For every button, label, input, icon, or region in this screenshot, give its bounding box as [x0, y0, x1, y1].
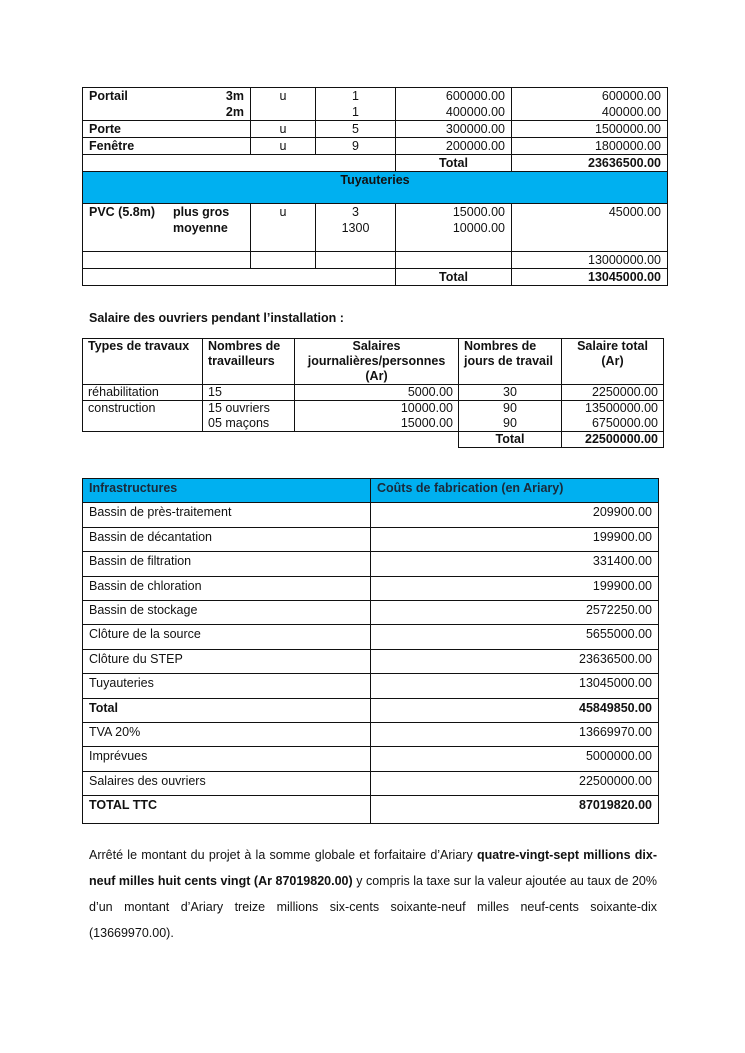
designation-cell: Porte [83, 121, 251, 138]
empty-cell [251, 252, 316, 269]
daily-value: 15000.00 [400, 416, 453, 430]
table-row [83, 252, 668, 269]
daily-value: 10000.00 [400, 401, 453, 415]
unit-cell: u [251, 88, 316, 121]
amount-cell: 13000000.00 [512, 252, 668, 269]
value-cell: 331400.00 [371, 552, 659, 576]
designation-cell [83, 88, 251, 121]
qty-cell: 9 [316, 138, 396, 155]
daily-cell [295, 401, 459, 432]
amount-cell: 1800000.00 [512, 138, 668, 155]
total-value: 13045000.00 [512, 269, 668, 286]
qty-cell: 5 [316, 121, 396, 138]
paragraph-text: y compris la taxe sur la valeur ajoutée au taux de 20% d’un montant d’Ariary treize millions six-cents soixante-neuf milles neuf-cents soixante-dix (13669970.00). [89, 874, 658, 940]
section-header-tuyauteries: Tuyauteries [83, 172, 668, 204]
total-row [83, 155, 668, 172]
table-row [83, 385, 664, 401]
table-row [83, 401, 664, 432]
empty-cell [396, 252, 512, 269]
total-value: 6750000.00 [591, 416, 658, 430]
total-cell [562, 401, 664, 432]
amount-value: 600000.00 [601, 89, 661, 103]
table-row [83, 204, 668, 252]
table-row [83, 674, 659, 698]
header-cell: Types de travaux [83, 339, 203, 385]
table-row [83, 88, 668, 121]
daily-cell: 5000.00 [295, 385, 459, 401]
amount-cell: 45000.00 [512, 204, 668, 252]
label-cell: Bassin de chloration [83, 576, 371, 600]
header-cell: Coûts de fabrication (en Ariary) [371, 479, 659, 503]
total-row [83, 432, 664, 448]
closing-paragraph [89, 842, 657, 946]
type-cell: réhabilitation [83, 385, 203, 401]
size-label: 3m [225, 89, 244, 103]
workers-cell: 15 [203, 385, 295, 401]
label-cell: Tuyauteries [83, 674, 371, 698]
label-cell: Bassin de près-traitement [83, 503, 371, 527]
days-cell [459, 401, 562, 432]
value-cell: 13045000.00 [371, 674, 659, 698]
table-row [83, 747, 659, 771]
days-value: 90 [503, 401, 517, 415]
size-label: 2m [225, 105, 244, 119]
paragraph-amount-bold: quatre-vingt-sept millions dix-neuf milles huit cents vingt (Ar 87019820.00) [89, 848, 657, 888]
value-cell: 209900.00 [371, 503, 659, 527]
label-cell: TVA 20% [83, 722, 371, 746]
table-row [83, 552, 659, 576]
qty-value: 1300 [341, 221, 370, 235]
label-cell: Bassin de stockage [83, 600, 371, 624]
empty-cell [83, 269, 396, 286]
qty-value: 3 [352, 205, 359, 219]
grand-total-row [83, 796, 659, 824]
table-row [83, 121, 668, 138]
total-row [83, 269, 668, 286]
cost-table-menuiserie [82, 87, 668, 286]
item-label: Portail [89, 89, 128, 103]
value-cell: 5000000.00 [371, 747, 659, 771]
type-cell: construction [83, 401, 203, 432]
value-cell: 87019820.00 [371, 796, 659, 824]
table-row [83, 722, 659, 746]
label-cell: Clôture de la source [83, 625, 371, 649]
total-value: 22500000.00 [562, 432, 664, 448]
table-row [83, 503, 659, 527]
unit-price-cell [396, 204, 512, 252]
table-row [83, 771, 659, 795]
table-row [83, 527, 659, 551]
item-label: PVC (5.8m) [89, 205, 155, 219]
value-cell: 13669970.00 [371, 722, 659, 746]
days-cell: 30 [459, 385, 562, 401]
designation-cell [83, 204, 251, 252]
label-cell: Bassin de décantation [83, 527, 371, 551]
amount-cell: 1500000.00 [512, 121, 668, 138]
total-value: 13500000.00 [585, 401, 658, 415]
empty-cell [83, 155, 396, 172]
unit-price-cell: 300000.00 [396, 121, 512, 138]
size-label: moyenne [173, 221, 228, 235]
unit-price-cell: 200000.00 [396, 138, 512, 155]
empty-cell [83, 432, 459, 448]
header-cell: Infrastructures [83, 479, 371, 503]
value-cell: 199900.00 [371, 527, 659, 551]
header-cell: Nombres de travailleurs [203, 339, 295, 385]
qty-value: 1 [352, 89, 359, 103]
total-label: Total [396, 269, 512, 286]
value-cell: 199900.00 [371, 576, 659, 600]
price-value: 600000.00 [445, 89, 505, 103]
subtotal-row [83, 698, 659, 722]
days-value: 90 [503, 416, 517, 430]
total-label: Total [396, 155, 512, 172]
header-cell: Salaire total (Ar) [562, 339, 664, 385]
section-heading-salaires: Salaire des ouvriers pendant l’installation : [89, 311, 344, 325]
paragraph-text: Arrêté le montant du projet à la somme globale et forfaitaire d’Ariary [89, 848, 477, 862]
table-row [83, 600, 659, 624]
price-value: 15000.00 [452, 205, 505, 219]
header-cell: Salaires journalières/personnes (Ar) [295, 339, 459, 385]
designation-cell: Fenêtre [83, 138, 251, 155]
amount-value: 400000.00 [601, 105, 661, 119]
label-cell: Bassin de filtration [83, 552, 371, 576]
table-row [83, 576, 659, 600]
qty-cell [316, 204, 396, 252]
price-value: 10000.00 [452, 221, 505, 235]
qty-value: 1 [352, 105, 359, 119]
label-cell: Clôture du STEP [83, 649, 371, 673]
empty-cell [316, 252, 396, 269]
value-cell: 23636500.00 [371, 649, 659, 673]
unit-price-cell [396, 88, 512, 121]
label-cell: Salaires des ouvriers [83, 771, 371, 795]
size-label: plus gros [173, 205, 230, 219]
header-row [83, 339, 664, 385]
salary-table [82, 338, 664, 448]
table-row [83, 138, 668, 155]
value-cell: 22500000.00 [371, 771, 659, 795]
header-row [83, 479, 659, 503]
workers-cell [203, 401, 295, 432]
price-value: 400000.00 [445, 105, 505, 119]
header-cell: Nombres de jours de travail [459, 339, 562, 385]
unit-cell: u [251, 138, 316, 155]
amount-cell [512, 88, 668, 121]
value-cell: 5655000.00 [371, 625, 659, 649]
total-cell: 2250000.00 [562, 385, 664, 401]
recap-table [82, 478, 659, 824]
workers-value: 15 ouvriers [208, 401, 270, 415]
total-label: Total [459, 432, 562, 448]
workers-value: 05 maçons [208, 416, 270, 430]
label-cell: Imprévues [83, 747, 371, 771]
unit-cell: u [251, 121, 316, 138]
qty-cell [316, 88, 396, 121]
table-row [83, 625, 659, 649]
value-cell: 45849850.00 [371, 698, 659, 722]
table-row [83, 649, 659, 673]
empty-cell [83, 252, 251, 269]
total-value: 23636500.00 [512, 155, 668, 172]
label-cell: TOTAL TTC [83, 796, 371, 824]
section-header-row [83, 172, 668, 204]
value-cell: 2572250.00 [371, 600, 659, 624]
unit-cell: u [251, 204, 316, 252]
label-cell: Total [83, 698, 371, 722]
